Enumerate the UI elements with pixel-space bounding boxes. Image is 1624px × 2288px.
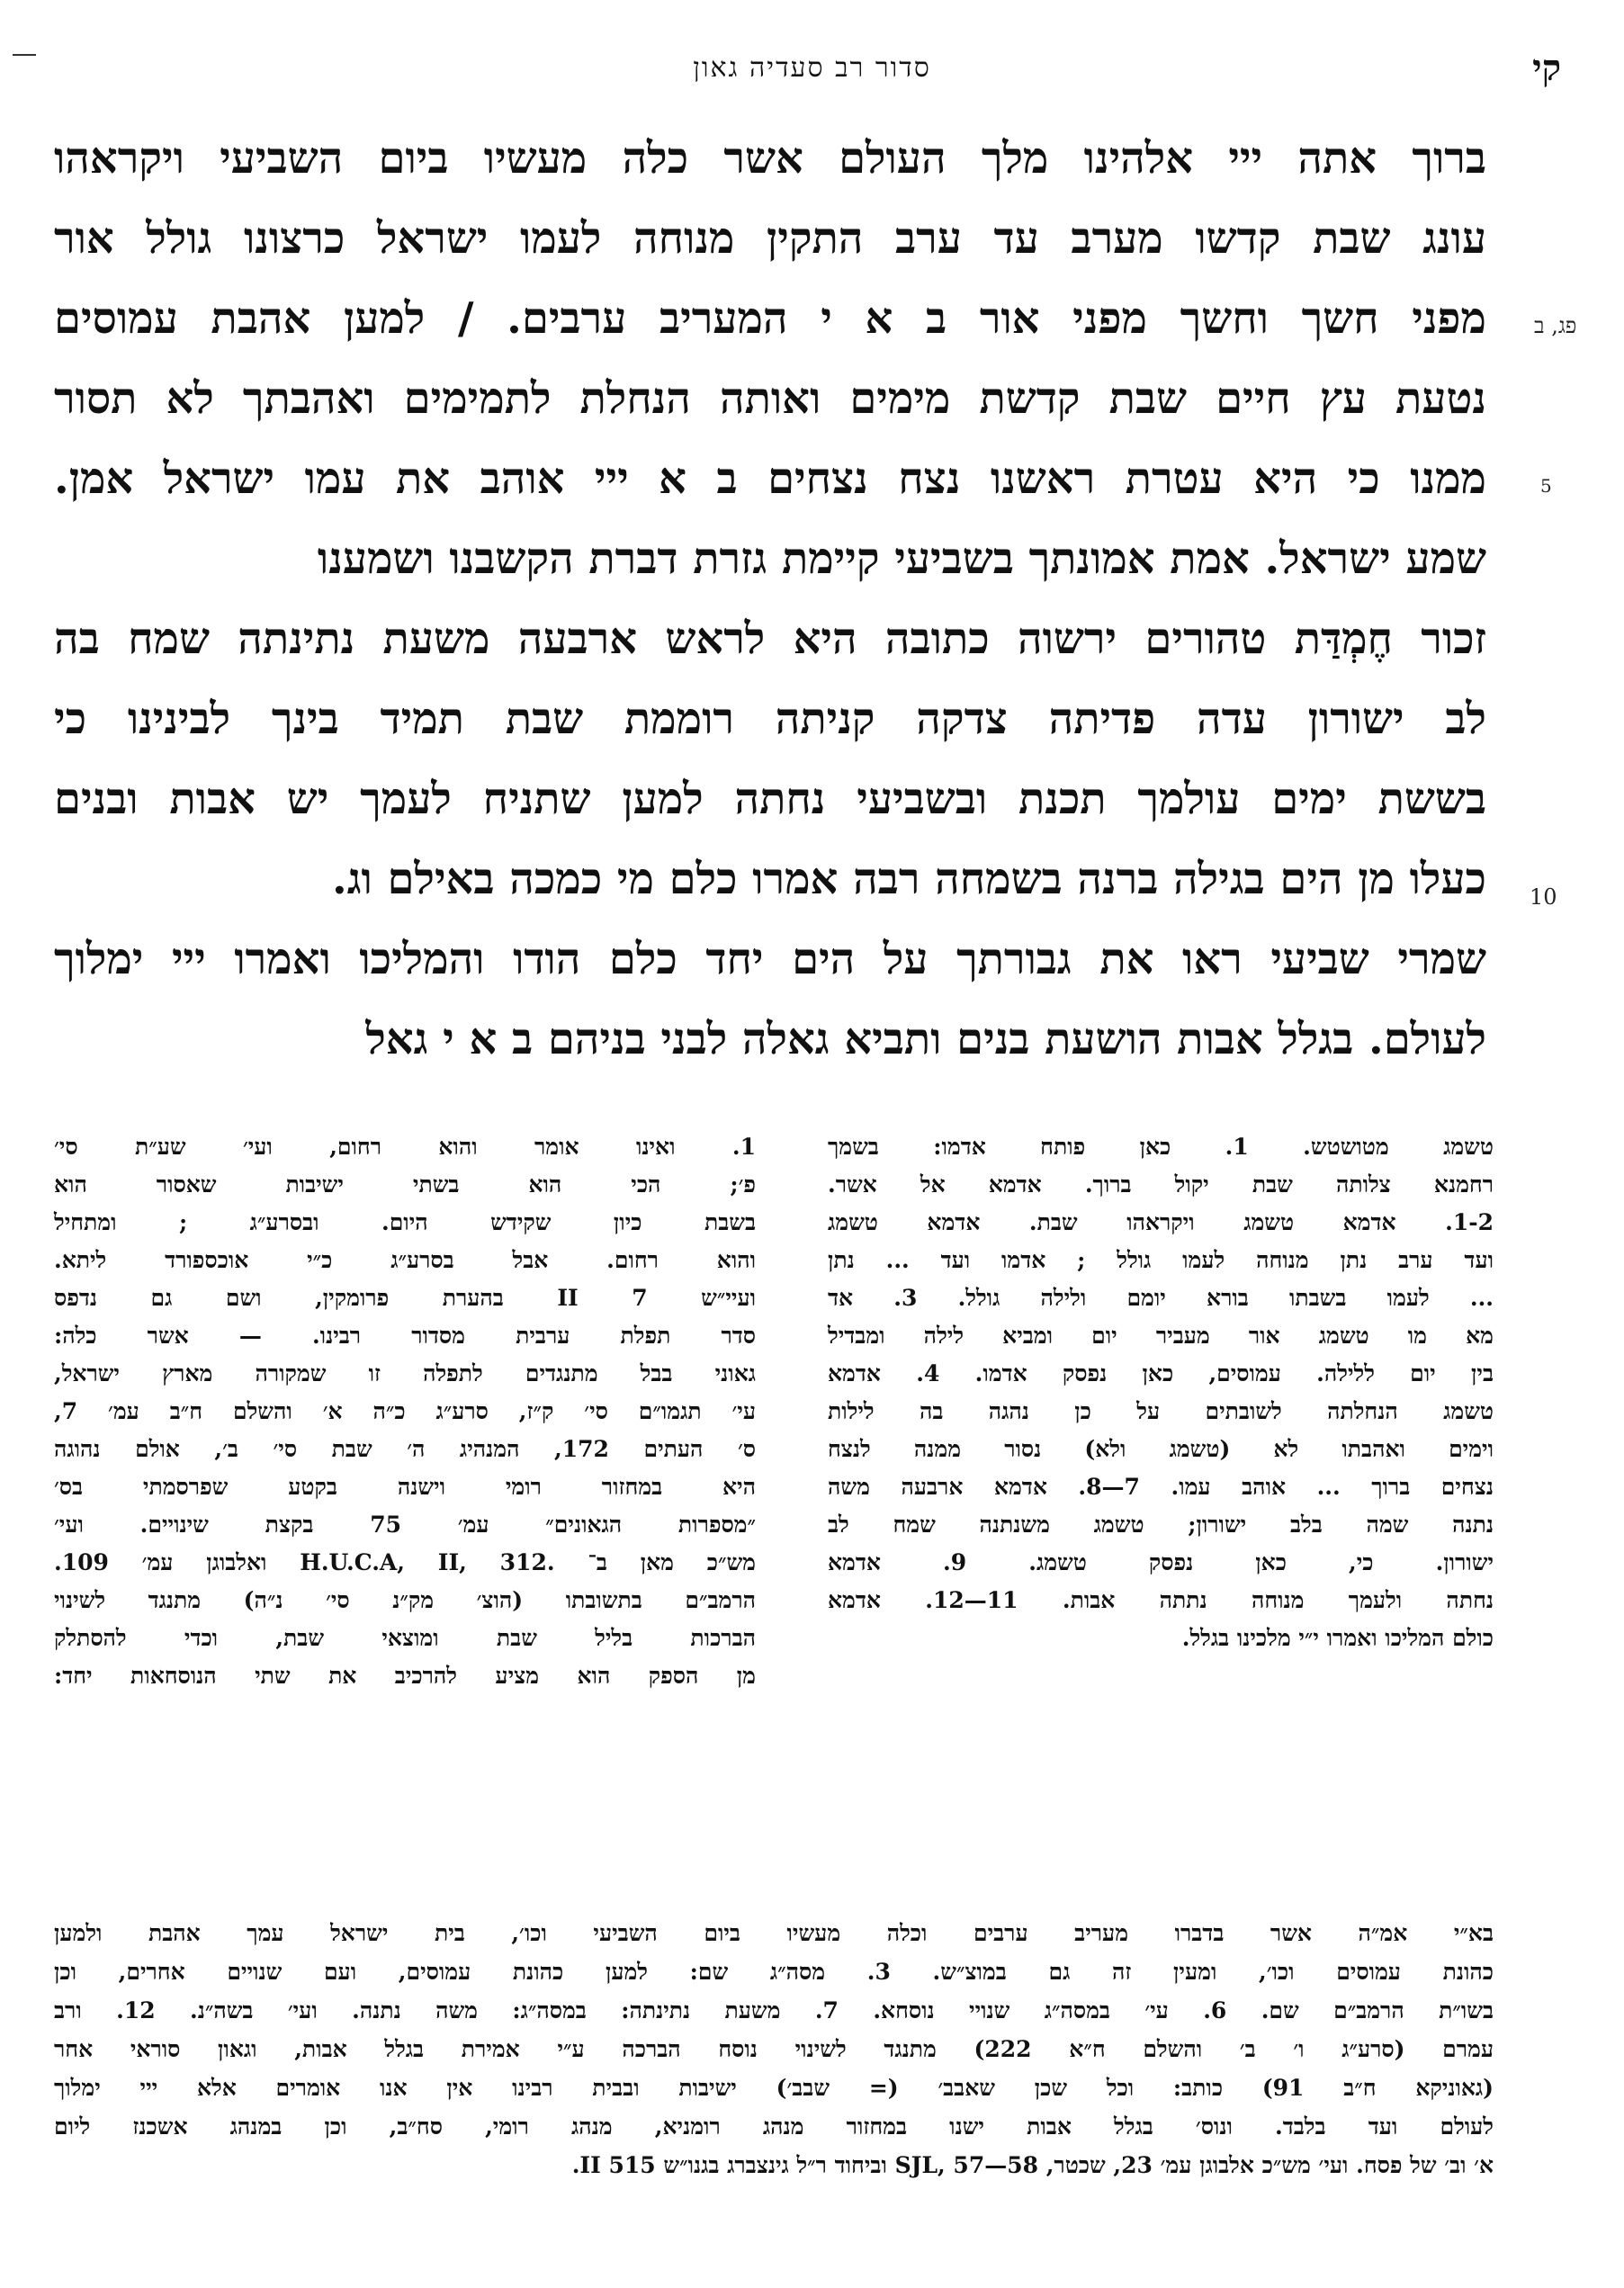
commentary-line: א׳ וב׳ של פסח. ועי׳ מש״כ אלבוגן עמ׳ 23, שכטר, SJL, 57—58 וביחוד ר״ל גינצברג בגנו״ש II 515. (571, 2152, 1494, 2178)
note-line: ... לעמו בשבתו בורא יומם ולילה גולל. 3. אד (828, 1285, 1494, 1311)
note-line: 1-2. אדמא טשמג ויקראהו שבת. אדמא טשמג (828, 1209, 1494, 1235)
note-line: בין יום ללילה. עמוסים, כאן נפסק אדמו. 4. אדמא (828, 1360, 1494, 1386)
note-line: 1. ואינו אומר והוא רחום, ועי׳ שע״ת סי׳ (54, 1134, 756, 1160)
page-corner-mark (13, 54, 36, 56)
note-line: נחתה ולעמך מנוחה נתתה אבות. 11—12. אדמא (828, 1587, 1494, 1613)
main-text-line: עונג שבת קדשו מערב עד ערב התקין מנוחה לעמו ישראל כרצונו גולל אור (54, 213, 1486, 264)
commentary-line: לעולם ועד בלבד. ונוס׳ בגלל אבות ישנו במחזור מנהג רומניא, מנהג רומי, סח״ב, וכן במנהג אשכנז ליום (54, 2113, 1494, 2140)
note-line: נצחים ברוך ... אוהב עמו. 7—8. אדמא ארבעה משה (828, 1474, 1494, 1500)
page-header (54, 47, 1570, 92)
main-text-line: זכור חֶמְדַּת טהורים ירשוה כתובה היא לראש ארבעה משעת נתינתה שמח בה (54, 614, 1486, 664)
main-text-line: לעולם. בגלל אבות הושעת בנים ותביא גאלה לבני בניהם ב א י גאל (365, 1014, 1486, 1064)
note-line: סדר תפלת ערבית מסדור רבינו. — אשר כלה: (54, 1323, 756, 1349)
main-prayer-text (54, 119, 1486, 1080)
main-text-line: כעלו מן הים בגילה ברנה בשמחה רבה אמרו כלם מי כמכה באילם וג. (332, 854, 1486, 904)
commentary-line: עמרם (סרע״ג ו׳ ב׳ והשלם ח״א 222) מתנגד לשינוי נוסח הברכה ע״י אמירת בגלל אבות, וגאון סוראי אחר (54, 2036, 1494, 2062)
note-line: ס׳ העתים 172, המנהיג ה׳ שבת סי׳ ב׳, אולם נהוגה (54, 1436, 756, 1462)
running-title: סדור רב סעדיה גאון (693, 52, 931, 84)
note-line: ועד ערב נתן מנוחה לעמו גולל ; אדמו ועד ... נתן (828, 1247, 1494, 1273)
commentary-line: (גאוניקא ח״ב 91) כותב: וכל שכן שאבב׳ (= שבב׳) ישיבות ובבית רבינו אין אנו אומרים אלא ייי ימלוך (54, 2075, 1494, 2101)
continued-commentary (54, 1914, 1494, 2185)
main-text-line: מפני חשך וחשך מפני אור ב א י המעריב ערבים. / למען אהבת עמוסים (54, 293, 1486, 344)
note-line: ישורון. כי, כאן נפסק טשמג. 9. אדמא (828, 1549, 1494, 1575)
page-number: קי (1532, 47, 1561, 89)
variant-readings-column (792, 1128, 1494, 1657)
note-line: טשמג מטושטש. 1. כאן פותח אדמו: בשמך (828, 1134, 1494, 1160)
main-text-line: לב ישורון עדה פדיתה צדקה קניתה רוממת שבת תמיד בינך לבינינו כי (54, 694, 1486, 744)
margin-line-number-5: 5 (1540, 475, 1552, 497)
commentary-line: בא״י אמ״ה אשר בדברו מעריב ערבים וכלה מעשיו ביום השביעי וכו׳, בית ישראל עמך אהבת ולמען (54, 1920, 1494, 1946)
note-line: פ׳; הכי הוא בשתי ישיבות שאסור הוא (54, 1171, 756, 1198)
commentary-column (54, 1128, 756, 1695)
note-line: ״מספרות הגאונים״ עמ׳ 75 בקצת שינויים. ועי׳ (54, 1512, 756, 1538)
note-line: והוא רחום. אבל בסרע״ג כ״י אוכספורד ליתא. (54, 1247, 756, 1273)
main-text-line: ממנו כי היא עטרת ראשנו נצח נצחים ב א ייי אוהב את עמו ישראל אמן. (54, 453, 1486, 504)
note-line: כולם המליכו ואמרו י״י מלכינו בגלל. (1181, 1625, 1494, 1651)
note-line: בשבת כיון שקידש היום. ובסרע״ג ; ומתחיל (54, 1209, 756, 1235)
note-line: מא מו טשמג אור מעביר יום ומביא לילה ומבדיל (828, 1323, 1494, 1349)
note-line: עי׳ תגמו״ם סי׳ ק״ז, סרע״ג כ״ה א׳ והשלם ח״ב עמ׳ 7, (54, 1398, 756, 1424)
note-line: וימים ואהבתו לא (טשמג ולא) נסור ממנה לנצח (828, 1436, 1494, 1462)
margin-line-number-10: 10 (1530, 884, 1557, 910)
note-line: מן הספק הוא מציע להרכיב את שתי הנוסחאות יחד: (54, 1663, 756, 1689)
note-line: היא במחזור רומי וישנה בקטע שפרסמתי בס׳ (54, 1474, 756, 1500)
commentary-line: כהונת עמוסים וכו׳, ומעין זה גם במוצ״ש. 3. מסה״ג שם: למען כהונת עמוסים, ועם שנויים אחרים, וכן (54, 1959, 1494, 1985)
note-line: רחמנא צלותה שבת יקול ברוך. אדמא אל אשר. (828, 1171, 1494, 1198)
note-line: גאוני בבל מתנגדים לתפלה זו שמקורה מארץ ישראל, (54, 1360, 756, 1386)
main-text-line: נטעת עץ חיים שבת קדשת מימים ואותה הנחלת לתמימים ואהבתך לא תסור (54, 373, 1486, 424)
note-line: ועיי״ש II 7 בהערת פרומקין, ושם גם נדפס (54, 1285, 756, 1311)
note-line: הרמב״ם בתשובתו (הוצ׳ מק״נ סי׳ נ״ה) מתנגד לשינוי (54, 1587, 756, 1613)
footnotes-area (54, 1128, 1494, 1938)
main-text-line: בששת ימים עולמך תכנת ובשביעי נחתה למען שתניח לעמך יש אבות ובנים (54, 774, 1486, 824)
note-line: נתנה שמה בלב ישורון; טשמג משנתנה שמח לב (828, 1512, 1494, 1538)
note-line: מש״כ מאן ב־ .H.U.C.A, II, 312 ואלבוגן עמ׳ 109. (54, 1549, 756, 1575)
note-line: טשמג הנחלתה לשובתים על כן נהגה בה לילות (828, 1398, 1494, 1424)
margin-folio-reference: פג, ב (1534, 313, 1577, 338)
main-text-line: ברוך אתה ייי אלהינו מלך העולם אשר כלה מעשיו ביום השביעי ויקראהו (54, 133, 1486, 184)
commentary-line: בשו״ת הרמב״ם שם. 6. עי׳ במסה״ג שנויי נוסחא. 7. משעת נתינתה: במסה״ג: משה נתנה. ועי׳ בשה״נ. 12. ורב (54, 1997, 1494, 2023)
note-line: הברכות בליל שבת ומוצאי שבת, וכדי להסתלק (54, 1625, 756, 1651)
main-text-line: שמע ישראל. אמת אמונתך בשביעי קיימת גזרת דברת הקשבנו ושמענו (317, 534, 1486, 584)
main-text-line: שמרי שביעי ראו את גבורתך על הים יחד כלם הודו והמליכו ואמרו ייי ימלוך (54, 934, 1487, 984)
